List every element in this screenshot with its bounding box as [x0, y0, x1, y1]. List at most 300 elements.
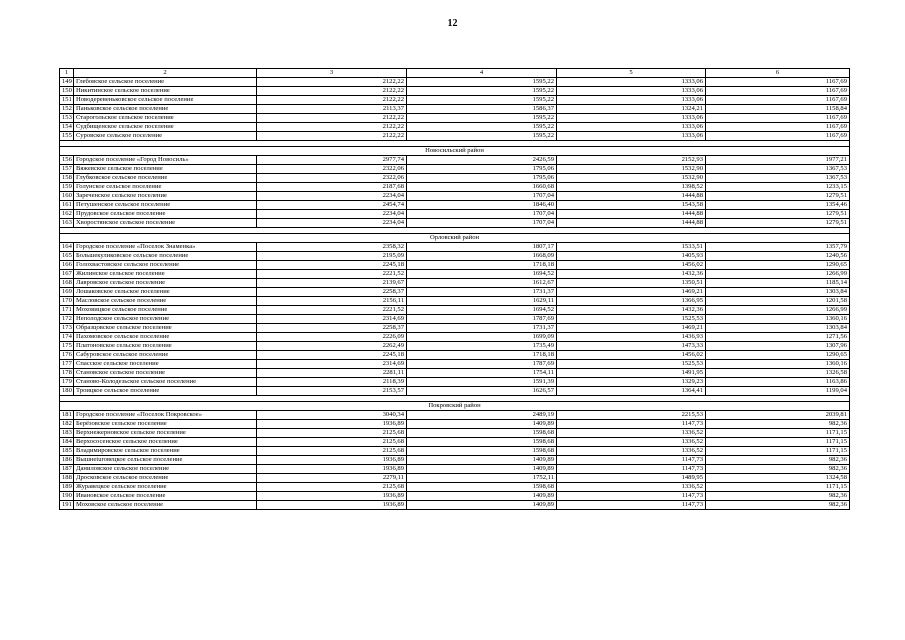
- table-row: [60, 210, 850, 219]
- settlement-name: Берёзовское сельское поселение: [74, 420, 257, 429]
- value-col5: 1444,88: [557, 192, 706, 201]
- value-col5: 1336,52: [557, 438, 706, 447]
- settlement-name: Хворостянское сельское поселение: [74, 219, 257, 228]
- value-col6: 1324,58: [706, 474, 850, 483]
- value-col5: 1147,73: [557, 501, 706, 510]
- table-row: [60, 447, 850, 456]
- value-col6: 1266,99: [706, 270, 850, 279]
- row-number: 190: [60, 492, 74, 501]
- value-col6: 1171,15: [706, 483, 850, 492]
- settlement-name: Лавровское сельское поселение: [74, 279, 257, 288]
- settlement-name: Городское поселение «Поселок Покровское»: [74, 411, 257, 420]
- settlement-name: Пахомовское сельское поселение: [74, 333, 257, 342]
- settlement-name: Образцовское сельское поселение: [74, 324, 257, 333]
- table-row: [60, 411, 850, 420]
- settlement-name: Масловское сельское поселение: [74, 297, 257, 306]
- row-number: 170: [60, 297, 74, 306]
- value-col4: 1586,37: [407, 105, 557, 114]
- value-col5: 2215,53: [557, 411, 706, 420]
- row-number: 168: [60, 279, 74, 288]
- table-row: [60, 456, 850, 465]
- value-col4: 1668,09: [407, 252, 557, 261]
- value-col4: 1595,22: [407, 114, 557, 123]
- value-col3: 2122,22: [257, 114, 407, 123]
- value-col6: 1290,65: [706, 351, 850, 360]
- value-col5: 1469,21: [557, 324, 706, 333]
- value-col4: 1598,68: [407, 483, 557, 492]
- value-col3: 2245,18: [257, 261, 407, 270]
- settlement-name: Городское поселение «Город Новосиль»: [74, 156, 257, 165]
- district-heading: Новосильский район: [60, 147, 850, 156]
- row-number: 163: [60, 219, 74, 228]
- value-col6: 1185,14: [706, 279, 850, 288]
- table-row: [60, 351, 850, 360]
- value-col4: 1409,89: [407, 465, 557, 474]
- value-col5: 1525,53: [557, 315, 706, 324]
- table-row: [60, 174, 850, 183]
- value-col3: 2281,11: [257, 369, 407, 378]
- value-col4: 1595,22: [407, 123, 557, 132]
- value-col6: 1271,56: [706, 333, 850, 342]
- value-col3: 2358,32: [257, 243, 407, 252]
- value-col5: 1364,41: [557, 387, 706, 396]
- value-col6: 1167,69: [706, 114, 850, 123]
- column-header: 5: [557, 69, 706, 78]
- value-col3: 2258,37: [257, 288, 407, 297]
- column-header: 1: [60, 69, 74, 78]
- table-row: [60, 132, 850, 141]
- row-number: 189: [60, 483, 74, 492]
- row-number: 157: [60, 165, 74, 174]
- value-col4: 1731,37: [407, 288, 557, 297]
- table-row: [60, 123, 850, 132]
- row-number: 151: [60, 96, 74, 105]
- value-col6: 1977,21: [706, 156, 850, 165]
- value-col3: 2454,74: [257, 201, 407, 210]
- row-number: 181: [60, 411, 74, 420]
- value-col5: 1405,93: [557, 252, 706, 261]
- value-col5: 1456,02: [557, 261, 706, 270]
- value-col5: 1398,52: [557, 183, 706, 192]
- value-col5: 1532,90: [557, 165, 706, 174]
- settlement-name: Вяжевское сельское поселение: [74, 165, 257, 174]
- value-col4: 1718,18: [407, 261, 557, 270]
- value-col3: 2122,22: [257, 132, 407, 141]
- table-row: [60, 156, 850, 165]
- value-col5: 1333,06: [557, 96, 706, 105]
- value-col3: 2113,37: [257, 105, 407, 114]
- value-col5: 1436,93: [557, 333, 706, 342]
- value-col3: 2245,18: [257, 351, 407, 360]
- table-row: [60, 261, 850, 270]
- value-col4: 1795,06: [407, 174, 557, 183]
- row-number: 172: [60, 315, 74, 324]
- table-row: [60, 378, 850, 387]
- row-number: 182: [60, 420, 74, 429]
- value-col3: 1936,89: [257, 492, 407, 501]
- value-col3: 2234,04: [257, 210, 407, 219]
- value-col6: 1357,79: [706, 243, 850, 252]
- value-col5: 1324,21: [557, 105, 706, 114]
- table-row: [60, 87, 850, 96]
- value-col4: 1735,49: [407, 342, 557, 351]
- value-col6: 1167,69: [706, 123, 850, 132]
- settlement-name: Верхнежерновское сельское поселение: [74, 429, 257, 438]
- district-heading-row: [60, 147, 850, 156]
- value-col6: 1167,69: [706, 96, 850, 105]
- value-col3: 2125,68: [257, 429, 407, 438]
- value-col3: 1936,89: [257, 456, 407, 465]
- table-row: [60, 420, 850, 429]
- table-row: [60, 96, 850, 105]
- column-header: 3: [257, 69, 407, 78]
- value-col6: 1167,69: [706, 132, 850, 141]
- value-col6: 982,36: [706, 420, 850, 429]
- value-col6: 1163,86: [706, 378, 850, 387]
- value-col3: 3040,34: [257, 411, 407, 420]
- row-number: 154: [60, 123, 74, 132]
- table-row: [60, 78, 850, 87]
- row-number: 161: [60, 201, 74, 210]
- value-col3: 2122,22: [257, 123, 407, 132]
- settlement-name: Петушенское сельское поселение: [74, 201, 257, 210]
- row-number: 166: [60, 261, 74, 270]
- value-col5: 1336,52: [557, 429, 706, 438]
- settlement-name: Глебовское сельское поселение: [74, 78, 257, 87]
- settlement-name: Городское поселение «Поселок Знаменка»: [74, 243, 257, 252]
- value-col6: 1167,69: [706, 87, 850, 96]
- value-col5: 1444,88: [557, 219, 706, 228]
- value-col6: 1199,04: [706, 387, 850, 396]
- value-col4: 1409,89: [407, 456, 557, 465]
- settlement-name: Голохвастовское сельское поселение: [74, 261, 257, 270]
- value-col5: 1533,51: [557, 243, 706, 252]
- table-row: [60, 297, 850, 306]
- settlement-name: Даниловское сельское поселение: [74, 465, 257, 474]
- value-col3: 2118,39: [257, 378, 407, 387]
- table-row: [60, 270, 850, 279]
- value-col4: 1707,04: [407, 219, 557, 228]
- value-col4: 1629,11: [407, 297, 557, 306]
- row-number: 167: [60, 270, 74, 279]
- value-col4: 1598,68: [407, 447, 557, 456]
- value-col6: 1171,15: [706, 438, 850, 447]
- district-heading: Покровский район: [60, 402, 850, 411]
- settlement-name: Моховское сельское поселение: [74, 501, 257, 510]
- settlement-name: Моховицкое сельское поселение: [74, 306, 257, 315]
- row-number: 178: [60, 369, 74, 378]
- value-col5: 1456,02: [557, 351, 706, 360]
- value-col3: 2153,57: [257, 387, 407, 396]
- value-col4: 1707,04: [407, 192, 557, 201]
- row-number: 188: [60, 474, 74, 483]
- value-col6: 1171,15: [706, 447, 850, 456]
- value-col4: 1660,68: [407, 183, 557, 192]
- row-number: 156: [60, 156, 74, 165]
- value-col6: 1279,51: [706, 192, 850, 201]
- value-col3: 2977,74: [257, 156, 407, 165]
- value-col6: 982,36: [706, 456, 850, 465]
- district-heading: Орловский район: [60, 234, 850, 243]
- value-col6: 1233,15: [706, 183, 850, 192]
- district-heading-row: [60, 402, 850, 411]
- value-col3: 2156,11: [257, 297, 407, 306]
- settlement-name: Прудовское сельское поселение: [74, 210, 257, 219]
- table-row: [60, 429, 850, 438]
- value-col4: 1694,52: [407, 270, 557, 279]
- value-col5: 1336,52: [557, 483, 706, 492]
- value-col6: 1201,58: [706, 297, 850, 306]
- value-col3: 2122,22: [257, 78, 407, 87]
- column-header: 2: [74, 69, 257, 78]
- value-col6: 1158,84: [706, 105, 850, 114]
- settlement-name: Вышнеturoвецкое сельское поселение: [74, 456, 257, 465]
- value-col3: 2234,04: [257, 219, 407, 228]
- table-row: [60, 387, 850, 396]
- value-col4: 1409,89: [407, 492, 557, 501]
- table-body: [60, 69, 850, 510]
- value-col5: 1489,95: [557, 474, 706, 483]
- settlement-name: Старогольское сельское поселение: [74, 114, 257, 123]
- settlement-name: Глубковское сельское поселение: [74, 174, 257, 183]
- value-col3: 1936,89: [257, 420, 407, 429]
- district-heading-row: [60, 234, 850, 243]
- settlement-name: Верхососенское сельское поселение: [74, 438, 257, 447]
- value-col4: 1699,09: [407, 333, 557, 342]
- settlement-name: Жилинское сельское поселение: [74, 270, 257, 279]
- value-col4: 1807,17: [407, 243, 557, 252]
- tariff-table: [59, 68, 850, 510]
- value-col4: 1752,11: [407, 474, 557, 483]
- value-col5: 1147,73: [557, 465, 706, 474]
- value-col5: 1333,06: [557, 87, 706, 96]
- table-row: [60, 243, 850, 252]
- value-col6: 1367,53: [706, 165, 850, 174]
- settlement-name: Сабуровское сельское поселение: [74, 351, 257, 360]
- value-col5: 1532,90: [557, 174, 706, 183]
- row-number: 173: [60, 324, 74, 333]
- settlement-name: Зареченское сельское поселение: [74, 192, 257, 201]
- settlement-name: Большекуликовское сельское поселение: [74, 252, 257, 261]
- value-col3: 1936,89: [257, 465, 407, 474]
- value-col6: 1360,16: [706, 360, 850, 369]
- settlement-name: Ивановское сельское поселение: [74, 492, 257, 501]
- value-col4: 1409,89: [407, 420, 557, 429]
- value-col6: 1354,46: [706, 201, 850, 210]
- value-col5: 1333,06: [557, 132, 706, 141]
- row-number: 184: [60, 438, 74, 447]
- table-row: [60, 201, 850, 210]
- value-col3: 2279,11: [257, 474, 407, 483]
- value-col5: 1432,36: [557, 270, 706, 279]
- row-number: 152: [60, 105, 74, 114]
- value-col5: 1432,36: [557, 306, 706, 315]
- value-col3: 2258,37: [257, 324, 407, 333]
- value-col5: 1525,53: [557, 360, 706, 369]
- table-row: [60, 315, 850, 324]
- value-col3: 2187,68: [257, 183, 407, 192]
- table-row: [60, 465, 850, 474]
- settlement-name: Суровское сельское поселение: [74, 132, 257, 141]
- value-col3: 2195,09: [257, 252, 407, 261]
- value-col4: 1754,11: [407, 369, 557, 378]
- row-number: 179: [60, 378, 74, 387]
- value-col4: 1598,68: [407, 438, 557, 447]
- value-col5: 1366,95: [557, 297, 706, 306]
- value-col5: 1336,52: [557, 447, 706, 456]
- settlement-name: Новодеревеньковское сельское поселение: [74, 96, 257, 105]
- row-number: 158: [60, 174, 74, 183]
- table-row: [60, 492, 850, 501]
- value-col3: 2221,52: [257, 270, 407, 279]
- value-col5: 1147,73: [557, 420, 706, 429]
- value-col5: 1350,51: [557, 279, 706, 288]
- settlement-name: Становское сельское поселение: [74, 369, 257, 378]
- settlement-name: Владимировское сельское поселение: [74, 447, 257, 456]
- table-row: [60, 165, 850, 174]
- value-col4: 1795,06: [407, 165, 557, 174]
- value-col5: 1444,88: [557, 210, 706, 219]
- value-col6: 1279,51: [706, 210, 850, 219]
- value-col3: 2322,06: [257, 174, 407, 183]
- table-row: [60, 483, 850, 492]
- value-col3: 2221,52: [257, 306, 407, 315]
- value-col6: 1307,96: [706, 342, 850, 351]
- row-number: 185: [60, 447, 74, 456]
- value-col6: 1167,69: [706, 78, 850, 87]
- settlement-name: Никитинское сельское поселение: [74, 87, 257, 96]
- value-col6: 982,36: [706, 501, 850, 510]
- settlement-name: Платоновское сельское поселение: [74, 342, 257, 351]
- value-col4: 1787,69: [407, 315, 557, 324]
- value-col5: 1473,33: [557, 342, 706, 351]
- row-number: 150: [60, 87, 74, 96]
- row-number: 171: [60, 306, 74, 315]
- row-number: 164: [60, 243, 74, 252]
- column-header: 4: [407, 69, 557, 78]
- settlement-name: Дросковское сельское поселение: [74, 474, 257, 483]
- value-col4: 1612,67: [407, 279, 557, 288]
- settlement-name: Паньковское сельское поселение: [74, 105, 257, 114]
- value-col6: 1290,65: [706, 261, 850, 270]
- row-number: 177: [60, 360, 74, 369]
- row-number: 149: [60, 78, 74, 87]
- value-col4: 1731,37: [407, 324, 557, 333]
- settlement-name: Спасское сельское поселение: [74, 360, 257, 369]
- value-col5: 1543,58: [557, 201, 706, 210]
- page-number: 12: [447, 18, 458, 29]
- row-number: 153: [60, 114, 74, 123]
- value-col6: 1266,99: [706, 306, 850, 315]
- table-row: [60, 333, 850, 342]
- table-row: [60, 252, 850, 261]
- value-col6: 1360,16: [706, 315, 850, 324]
- row-number: 187: [60, 465, 74, 474]
- row-number: 159: [60, 183, 74, 192]
- value-col5: 1469,21: [557, 288, 706, 297]
- value-col5: 1333,06: [557, 114, 706, 123]
- settlement-name: Голунское сельское поселение: [74, 183, 257, 192]
- row-number: 169: [60, 288, 74, 297]
- value-col6: 982,36: [706, 492, 850, 501]
- row-number: 191: [60, 501, 74, 510]
- value-col3: 2234,04: [257, 192, 407, 201]
- row-number: 175: [60, 342, 74, 351]
- value-col3: 2125,68: [257, 483, 407, 492]
- table-row: [60, 438, 850, 447]
- value-col3: 2314,69: [257, 315, 407, 324]
- row-number: 174: [60, 333, 74, 342]
- value-col3: 2322,06: [257, 165, 407, 174]
- value-col3: 2122,22: [257, 87, 407, 96]
- table-row: [60, 183, 850, 192]
- settlement-name: Журавецкое сельское поселение: [74, 483, 257, 492]
- value-col5: 1147,73: [557, 492, 706, 501]
- value-col4: 1787,69: [407, 360, 557, 369]
- value-col6: 1279,51: [706, 219, 850, 228]
- value-col5: 1333,06: [557, 78, 706, 87]
- value-col6: 1303,84: [706, 324, 850, 333]
- table-row: [60, 192, 850, 201]
- value-col4: 1595,22: [407, 78, 557, 87]
- value-col4: 2426,59: [407, 156, 557, 165]
- value-col3: 1936,89: [257, 501, 407, 510]
- value-col6: 1240,56: [706, 252, 850, 261]
- value-col4: 1707,04: [407, 210, 557, 219]
- value-col3: 2122,22: [257, 96, 407, 105]
- table-row: [60, 288, 850, 297]
- value-col4: 1595,22: [407, 87, 557, 96]
- value-col6: 1171,15: [706, 429, 850, 438]
- row-number: 162: [60, 210, 74, 219]
- value-col4: 1591,39: [407, 378, 557, 387]
- table-row: [60, 105, 850, 114]
- column-number-row: [60, 69, 850, 78]
- settlement-name: Судбищенское сельское поселение: [74, 123, 257, 132]
- value-col5: 1329,23: [557, 378, 706, 387]
- value-col5: 1147,73: [557, 456, 706, 465]
- row-number: 186: [60, 456, 74, 465]
- value-col4: 1598,68: [407, 429, 557, 438]
- value-col6: 2039,81: [706, 411, 850, 420]
- table-row: [60, 474, 850, 483]
- value-col4: 1595,22: [407, 132, 557, 141]
- table-row: [60, 306, 850, 315]
- value-col5: 1333,06: [557, 123, 706, 132]
- value-col4: 1626,57: [407, 387, 557, 396]
- settlement-name: Неполодское сельское поселение: [74, 315, 257, 324]
- table-row: [60, 369, 850, 378]
- value-col4: 1595,22: [407, 96, 557, 105]
- value-col3: 2262,49: [257, 342, 407, 351]
- value-col3: 2314,69: [257, 360, 407, 369]
- table-row: [60, 279, 850, 288]
- value-col5: 1491,95: [557, 369, 706, 378]
- value-col3: 2226,09: [257, 333, 407, 342]
- value-col4: 1718,18: [407, 351, 557, 360]
- value-col5: 2152,93: [557, 156, 706, 165]
- table-row: [60, 360, 850, 369]
- row-number: 176: [60, 351, 74, 360]
- settlement-name: Станово-Колодезьское сельское поселение: [74, 378, 257, 387]
- value-col3: 2125,68: [257, 438, 407, 447]
- value-col3: 2139,67: [257, 279, 407, 288]
- value-col6: 1303,84: [706, 288, 850, 297]
- value-col6: 1326,58: [706, 369, 850, 378]
- table-row: [60, 324, 850, 333]
- row-number: 183: [60, 429, 74, 438]
- value-col6: 1367,53: [706, 174, 850, 183]
